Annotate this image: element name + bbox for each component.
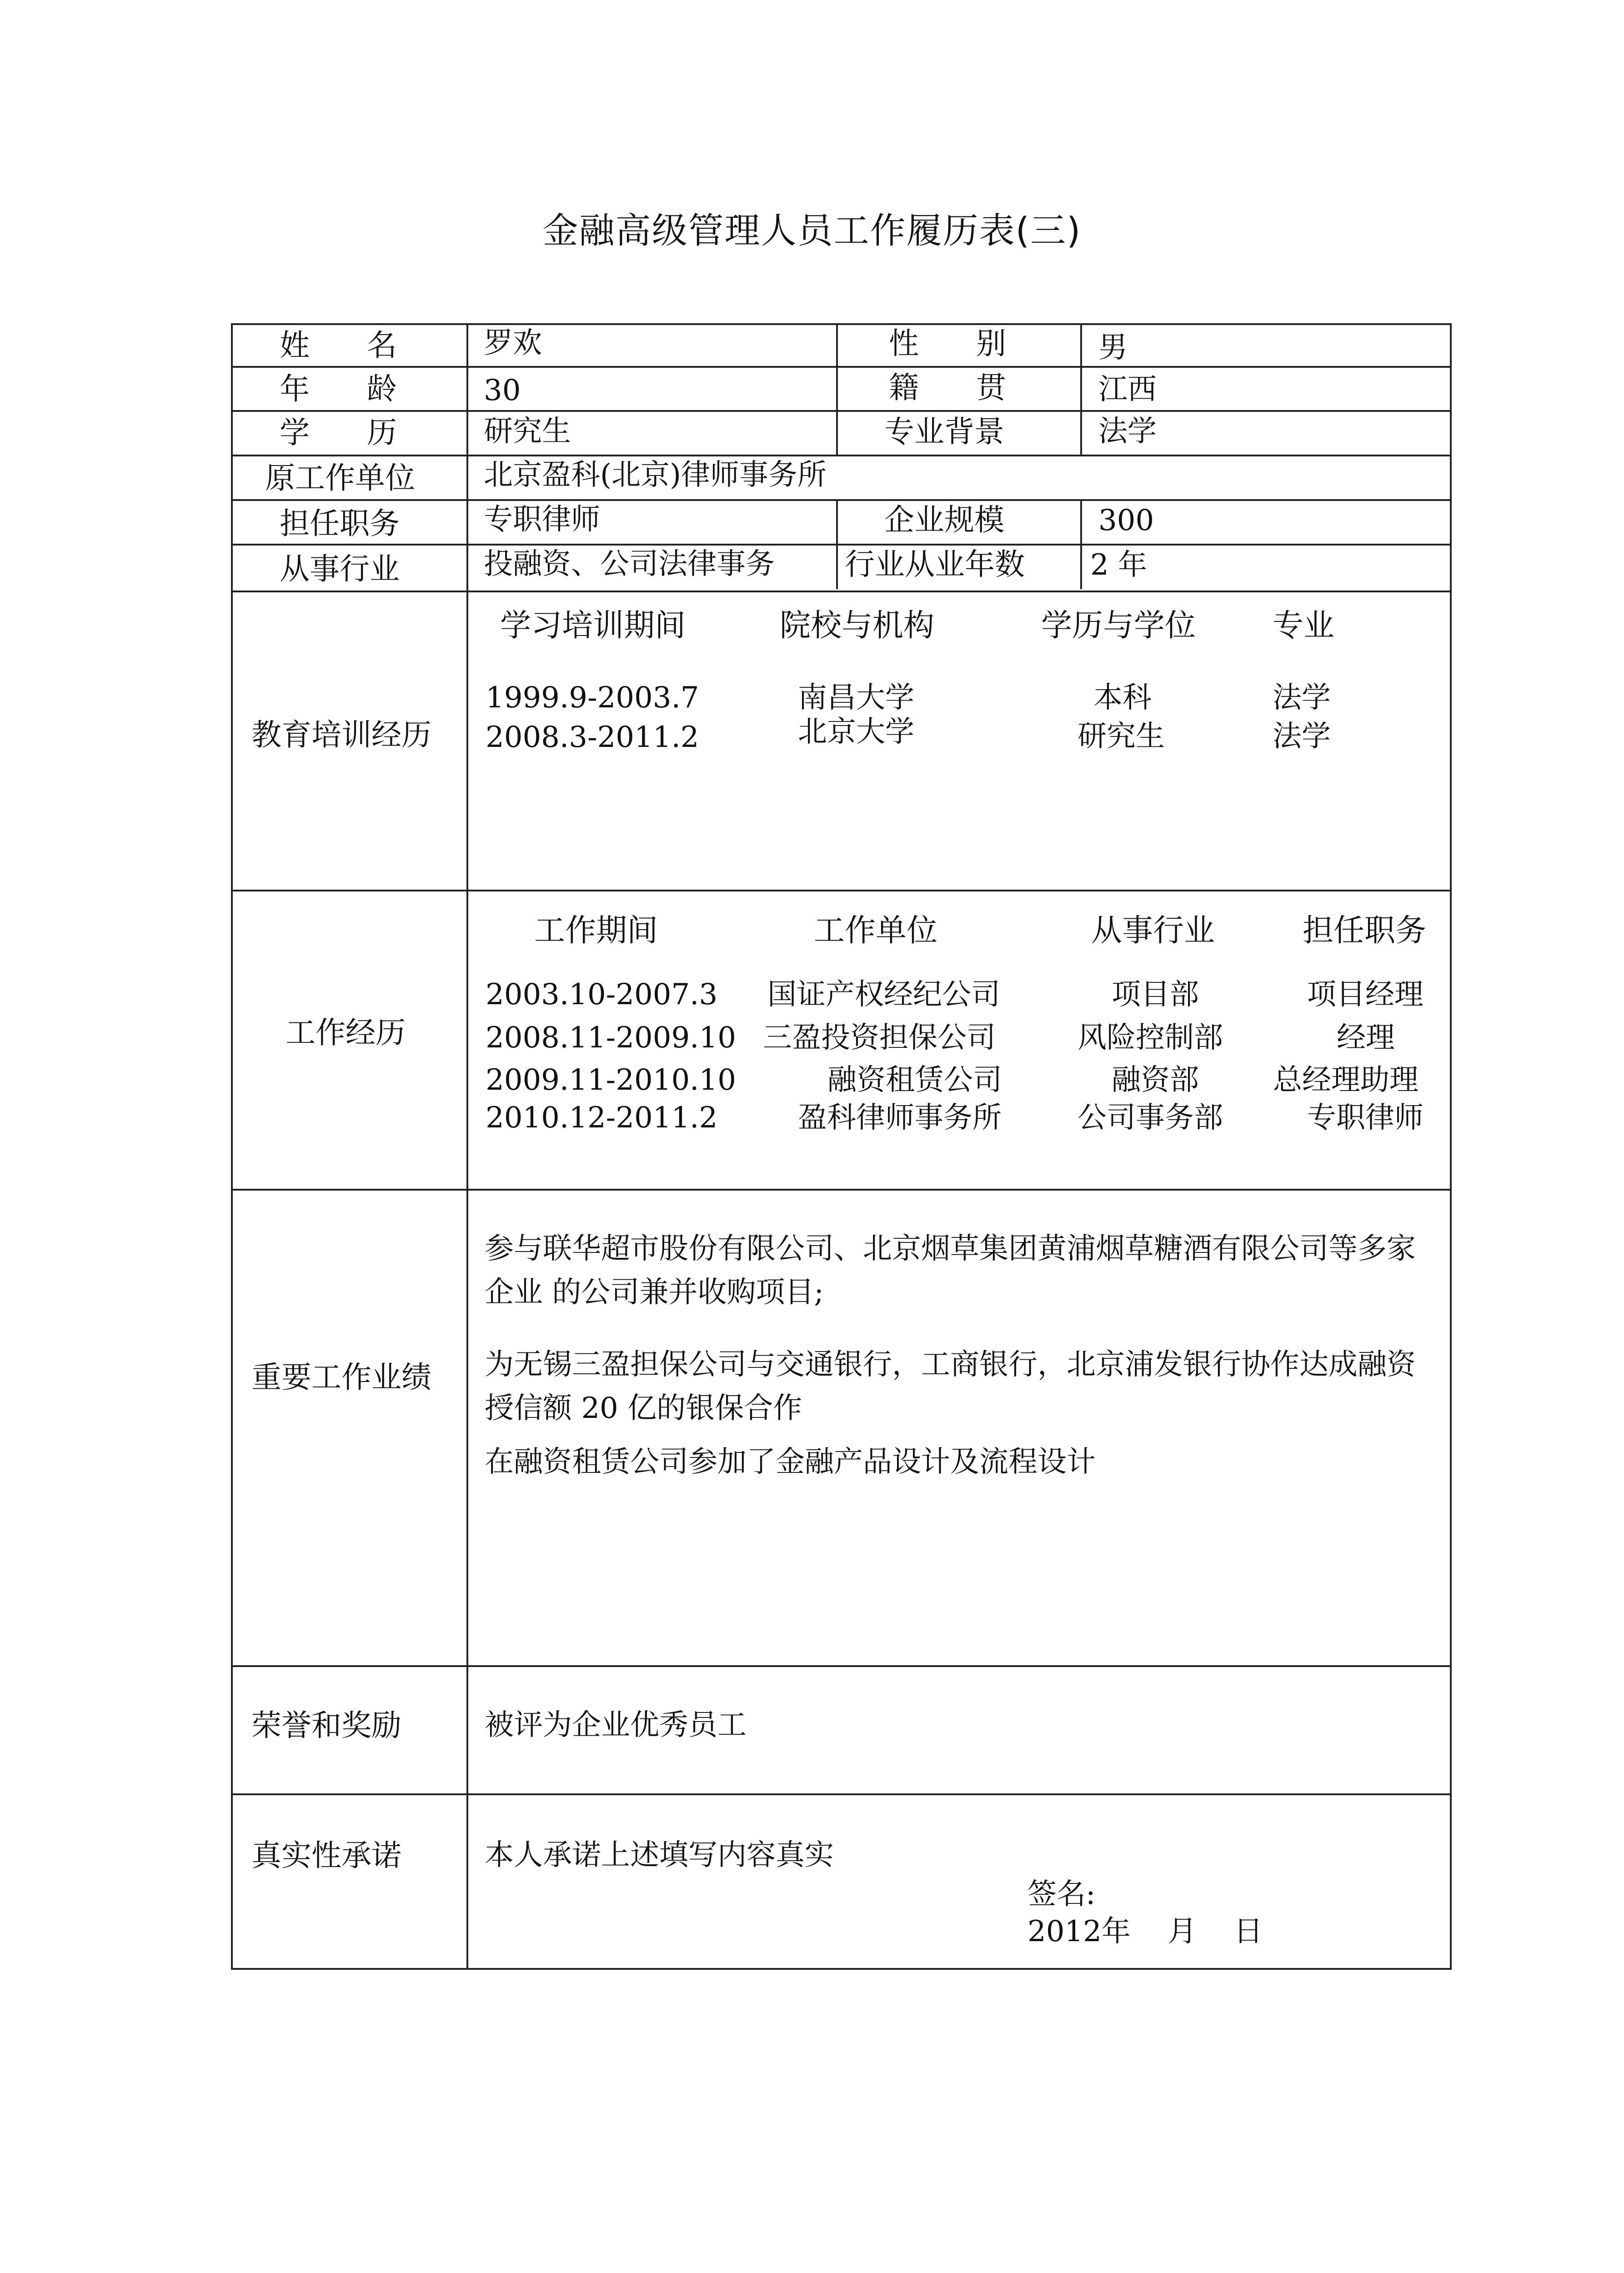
work-header-position: 担任职务	[1303, 913, 1427, 949]
work-row-2-employer: 三盈投资担保公司	[763, 1021, 996, 1055]
education-header-period: 学习培训期间	[500, 608, 686, 644]
work-header-period: 工作期间	[534, 913, 658, 949]
education-row-2-period: 2008.3-2011.2	[486, 721, 699, 754]
work-header-industry: 从事行业	[1091, 913, 1215, 949]
degree-value: 研究生	[484, 415, 571, 448]
education-row-2-degree: 研究生	[1078, 720, 1165, 753]
education-row-1-institution: 南昌大学	[798, 681, 914, 715]
resume-form	[231, 323, 1452, 1970]
education-row-1-degree: 本科	[1093, 681, 1152, 715]
industry-years-value: 2 年	[1090, 548, 1148, 582]
name-label: 姓 名	[280, 328, 397, 363]
work-row-1-period: 2003.10-2007.3	[486, 978, 718, 1011]
degree-label: 学 历	[280, 415, 397, 450]
work-row-4-position: 专职律师	[1307, 1101, 1424, 1135]
name-value: 罗欢	[484, 326, 542, 360]
achievement-2: 为无锡三盈担保公司与交通银行，工商银行，北京浦发银行协作达成融资授信额 20 亿的银保合作	[485, 1348, 1416, 1425]
work-row-2-position: 经理	[1337, 1021, 1395, 1055]
work-row-3-employer: 融资租赁公司	[827, 1063, 1002, 1097]
work-history-label: 工作经历	[286, 1015, 406, 1050]
work-row-3-industry: 融资部	[1112, 1063, 1199, 1097]
gender-label: 性 别	[889, 326, 1006, 361]
industry-label: 从事行业	[280, 551, 400, 586]
position-value: 专职律师	[484, 503, 600, 536]
work-row-2-period: 2008.11-2009.10	[486, 1021, 736, 1055]
work-row-1-employer: 国证产权经纪公司	[767, 978, 1000, 1011]
work-row-3-position: 总经理助理	[1273, 1063, 1418, 1097]
industry-years-label: 行业从业年数	[845, 547, 1025, 582]
company-scale-value: 300	[1098, 504, 1154, 537]
native-place-value: 江西	[1098, 373, 1157, 406]
work-row-4-period: 2010.12-2011.2	[486, 1101, 718, 1135]
honors-label: 荣誉和奖励	[251, 1708, 401, 1743]
education-header-degree: 学历与学位	[1041, 608, 1196, 644]
work-row-3-period: 2009.11-2010.10	[486, 1063, 736, 1097]
education-header-major: 专业	[1273, 608, 1335, 644]
position-label: 担任职务	[280, 506, 400, 541]
age-label: 年 龄	[280, 371, 397, 406]
education-row-1-period: 1999.9-2003.7	[486, 681, 699, 715]
pledge-label: 真实性承诺	[251, 1838, 401, 1873]
achievement-1: 参与联华超市股份有限公司、北京烟草集团黄浦烟草糖酒有限公司等多家企业 的公司兼并收购项目;	[485, 1232, 1416, 1309]
document-title: 金融高级管理人员工作履历表(三)	[542, 210, 1082, 251]
company-scale-label: 企业规模	[884, 502, 1004, 537]
education-header-institution: 院校与机构	[780, 608, 935, 644]
major-value: 法学	[1098, 415, 1157, 448]
achievements-label: 重要工作业绩	[251, 1360, 431, 1395]
native-place-label: 籍 贯	[889, 370, 1006, 405]
work-row-1-industry: 项目部	[1112, 978, 1199, 1011]
gender-value: 男	[1098, 331, 1128, 365]
work-row-2-industry: 风险控制部	[1078, 1021, 1223, 1055]
employer-label: 原工作单位	[265, 461, 415, 496]
achievement-3: 在融资租赁公司参加了金融产品设计及流程设计	[485, 1445, 1096, 1479]
major-label: 专业背景	[884, 414, 1004, 449]
work-row-1-position: 项目经理	[1307, 978, 1424, 1011]
pledge-statement: 本人承诺上述填写内容真实	[485, 1838, 834, 1872]
education-row-2-major: 法学	[1273, 720, 1331, 753]
education-row-2-institution: 北京大学	[798, 715, 914, 749]
work-row-4-industry: 公司事务部	[1078, 1101, 1223, 1135]
education-label: 教育培训经历	[251, 717, 431, 752]
signature-label: 签名:	[1028, 1877, 1096, 1911]
age-value: 30	[484, 374, 521, 407]
education-row-1-major: 法学	[1273, 681, 1331, 715]
work-header-employer: 工作单位	[814, 913, 938, 949]
honors-value: 被评为企业优秀员工	[485, 1708, 747, 1742]
industry-value: 投融资、公司法律事务	[484, 547, 775, 581]
employer-value: 北京盈科(北京)律师事务所	[484, 458, 827, 492]
work-row-4-employer: 盈科律师事务所	[798, 1101, 1002, 1135]
sign-date: 2012年 月 日	[1028, 1915, 1263, 1948]
